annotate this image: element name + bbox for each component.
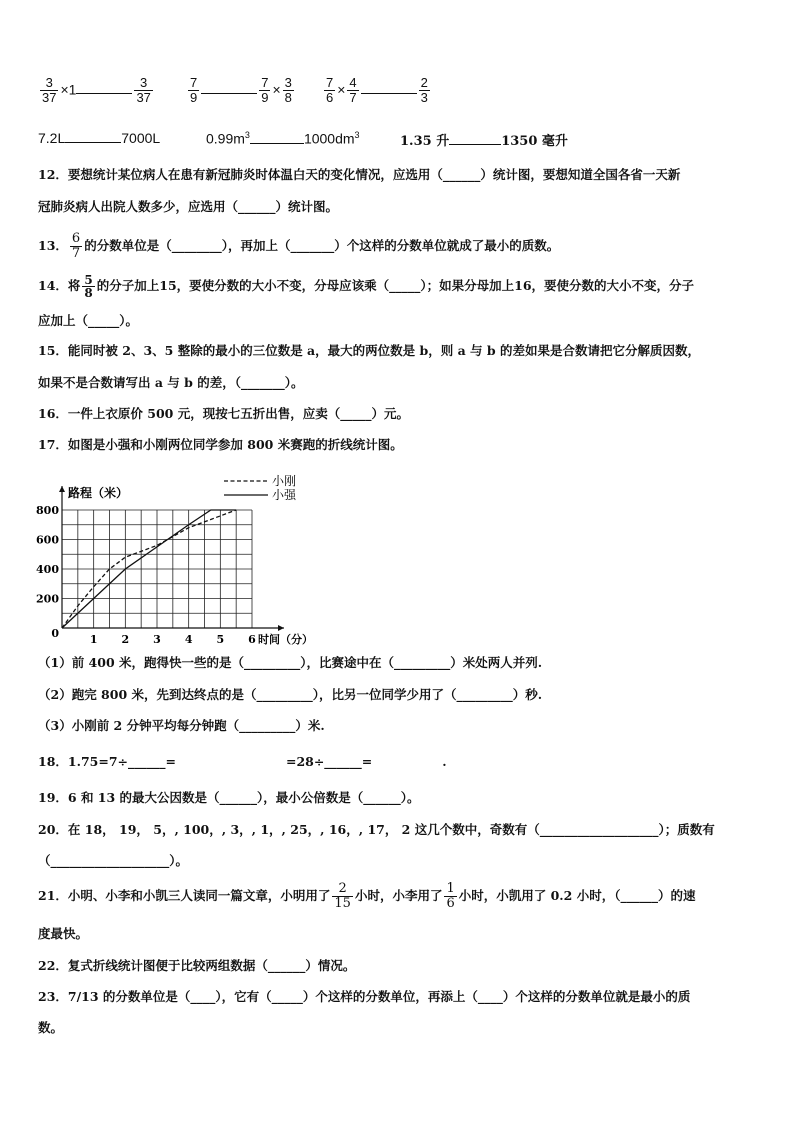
answer-blank[interactable]: [250, 131, 304, 144]
question-text: 18．1.75=7÷______=: [38, 754, 176, 769]
chart-grid: [62, 510, 252, 628]
answer-blank[interactable]: [361, 81, 417, 94]
chart-legend: [224, 473, 297, 502]
fraction: $\frac{3}{37}$: [42, 75, 57, 105]
compare-item-6: [400, 130, 568, 149]
compare-left: 1.35 升: [400, 134, 450, 149]
x-tick-label: 1: [89, 633, 98, 646]
question-text: =28÷______=: [285, 754, 373, 769]
question-text: .: [442, 754, 447, 769]
question-text: 小时，小李用了: [354, 888, 443, 903]
question-20-line2: （___________________）。: [38, 853, 189, 868]
compare-item-4: [38, 130, 160, 146]
y-tick-label: 400: [36, 563, 59, 576]
question-14-line1: [38, 274, 694, 299]
y-tick-label: 600: [36, 533, 59, 547]
question-21-line2: 度最快。: [38, 926, 89, 941]
answer-blank[interactable]: [76, 81, 132, 94]
legend-label: 小强: [272, 488, 297, 502]
question-13: [38, 232, 559, 261]
question-text: 14．将: [38, 278, 81, 293]
fraction: $\frac{7}{9}$: [190, 75, 198, 105]
question-14-line2: 应加上（_____）。: [38, 313, 139, 328]
fraction: $\frac{5}{8}$: [84, 273, 93, 300]
x-axis-arrow: [278, 625, 284, 631]
fraction: $\frac{2}{15}$: [334, 881, 351, 911]
compare-left: 7.2L: [38, 130, 66, 146]
question-12-line1: 12．要想统计某位病人在患有新冠肺炎时体温白天的变化情况，应选用（______）统计图，要想知道全国各省一天新: [38, 167, 681, 182]
x-tick-label: 5: [216, 633, 225, 646]
operator: ×: [272, 81, 281, 98]
question-15-line1: 15．能同时被 2、3、5 整除的最小的三位数是 a，最大的两位数是 b，则 a 与 b 的差如果是合数请把它分解质因数，: [38, 343, 700, 358]
fraction: $\frac{3}{8}$: [284, 75, 292, 105]
y-axis-label: 路程（米）: [68, 486, 129, 500]
exponent: 3: [354, 130, 360, 140]
question-19: 19．6 和 13 的最大公因数是（______），最小公倍数是（______）。: [38, 790, 420, 805]
question-text: 的分数单位是（________），再加上（_______）个这样的分数单位就成了最小的质数。: [84, 238, 560, 253]
question-20-line1: 20．在 18， 19， 5，, 100，, 3，, 1，, 25，, 16，, 17， 2 这几个数中，奇数有（___________________）；质数有: [38, 822, 715, 837]
x-tick-label: 3: [153, 633, 161, 646]
question-15-line2: 如果不是合数请写出 a 与 b 的差，（_______）。: [38, 375, 304, 390]
fraction: $\frac{3}{37}$: [136, 75, 151, 105]
compare-right: 7000L: [121, 130, 161, 146]
question-17-sub1: （1）前 400 米，跑得快一些的是（_________），比赛途中在（_________）米处两人并列.: [38, 655, 543, 670]
compare-right: 1000dm: [303, 130, 355, 147]
question-12-line2: 冠肺炎病人出院人数多少，应选用（______）统计图。: [38, 199, 339, 214]
question-number: 13．: [38, 238, 68, 253]
operator: ×: [337, 81, 346, 98]
fraction: $\frac{1}{6}$: [446, 881, 455, 911]
compare-item-2: [186, 76, 296, 105]
fraction: $\frac{7}{6}$: [326, 75, 334, 105]
fraction: $\frac{6}{7}$: [71, 231, 81, 261]
question-21-line1: [38, 882, 695, 911]
exponent: 3: [244, 130, 250, 140]
x-tick-label: 4: [184, 633, 193, 646]
compare-item-3: [322, 76, 432, 105]
x-tick-label: 2: [121, 633, 130, 646]
factor: ×1: [60, 81, 77, 98]
compare-right: 1350 毫升: [501, 134, 568, 149]
origin-label: 0: [51, 627, 59, 640]
legend-label: 小刚: [272, 474, 297, 488]
question-18: [38, 753, 447, 771]
question-17-sub3: （3）小刚前 2 分钟平均每分钟跑（_________）米.: [38, 718, 325, 733]
compare-item-5: [206, 130, 360, 147]
question-text: 21．小明、小李和小凯三人读同一篇文章，小明用了: [38, 888, 331, 903]
y-tick-label: 800: [36, 504, 59, 517]
x-tick-label: 6: [248, 633, 256, 646]
compare-item-1: [38, 76, 155, 105]
answer-blank[interactable]: [449, 132, 501, 145]
question-text: 小时，小凯用了 0.2 小时，（______）的速: [458, 888, 696, 903]
compare-left: 0.99m: [206, 130, 245, 147]
question-text: 的分子加上15，要使分数的大小不变，分母应该乘（_____）；如果分母加上16，要使分数的大小不变，分子: [96, 278, 695, 293]
x-axis-label: 时间（分）: [258, 633, 313, 646]
question-23-line1: 23．7/13 的分数单位是（____），它有（_____）个这样的分数单位，再添上（____）个这样的分数单位就是最小的质: [38, 989, 691, 1004]
y-axis-arrow: [59, 486, 65, 492]
question-17-sub2: （2）跑完 800 米，先到达终点的是（_________），比另一位同学少用了（_________）秒.: [38, 687, 543, 702]
chart-axes: [59, 485, 284, 631]
question-16: 16．一件上衣原价 500 元，现按七五折出售，应卖（_____）元。: [38, 406, 409, 421]
question-22: 22．复式折线统计图便于比较两组数据（______）情况。: [38, 958, 356, 973]
fraction: $\frac{7}{9}$: [261, 75, 269, 105]
question-17: 17．如图是小强和小刚两位同学参加 800 米赛跑的折线统计图。: [38, 437, 403, 452]
answer-blank[interactable]: [201, 81, 257, 94]
line-chart: [36, 464, 326, 648]
fraction: $\frac{2}{3}$: [420, 75, 428, 105]
fraction: $\frac{4}{7}$: [349, 75, 357, 105]
question-23-line2: 数。: [38, 1020, 64, 1035]
y-tick-label: 200: [36, 592, 59, 606]
answer-blank[interactable]: [65, 130, 121, 143]
